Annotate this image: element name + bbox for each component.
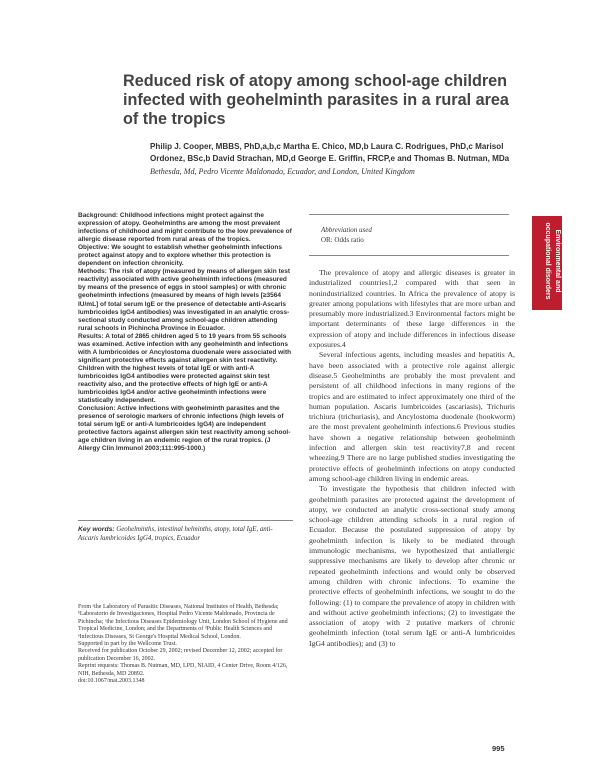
results-text: A total of 2865 children aged 5 to 19 years from 55 schools was examined. Active infection with any geohelminth and infections with A lumbricoides or Ancylostoma duodenale were associated with significant protective effects against allergen skin test reactivity. Children with the highest levels of total IgE or with anti-A lumbricoides IgG4 antibodies were protected against skin test reactivity also, and the protective effects of high IgE or anti-A lumbricoides IgG4 and/or active geohelminth infections were statistically independent. [78, 332, 292, 405]
objective-text: We sought to establish whether geohelminth infections protect against atopy and to explore whether this protection is dependent on infection chronicity. [78, 244, 282, 268]
body-text [309, 268, 515, 649]
footnote-doi: doi:10.1067/mai.2003.1348 [78, 678, 145, 685]
abbreviation-box [309, 214, 509, 256]
conclusion-label: Conclusion: [78, 405, 116, 413]
abstract-methods [78, 268, 293, 332]
keywords-label: Key words: [78, 526, 115, 533]
author-names: Philip J. Cooper, MBBS, PhD,a,b,c Martha E. Chico, MD,b Laura C. Rodrigues, PhD,c Marisol Ordonez, BSc,b David Strachan, MD,d George E. Griffin, FRCP,e and Thomas B. Nutman, MDa [150, 142, 510, 164]
footnotes [78, 604, 298, 685]
objective-label: Objective: [78, 244, 110, 252]
methods-text: The risk of atopy (measured by means of allergen skin test reactivity) associated with active geohelminth infections (measured by means of the presence of eggs in stool samples) or with chronic geohelminth infections (measured by means of high levels [≥3564 IU/mL] of total serum IgE or the presence of detectable anti-Ascaris lumbricoides IgG4 antibodies) was investigated in an analytic cross-sectional study conducted among school-age children attending rural schools in Pichincha Province in Ecuador. [78, 268, 291, 332]
body-paragraph: Several infectious agents, including measles and hepatitis A, have been associated with a protective role against allergic disease.5 Geohelminths are probably the most prevalent and persistent of all childhood infections in many regions of the tropics and are estimated to infect approximately one third of the human population. Ascaris lumbricoides (ascariasis), Trichuris trichiura (trichuriasis), and Ancylostoma duodenale (hookworm) are the most prevalent geohelminth infections.6 Previous studies have shown a negative relationship between geohelminth infection and allergen skin test reactivity7,8 and recent wheezing.9 There are no large published studies investigating the protective effects of geohelminth infections on atopy conducted among school-age children living in endemic areas. [309, 350, 515, 483]
article-title: Reduced risk of atopy among school-age children infected with geohelminth parasites in a rural area of the tropics [123, 72, 509, 128]
section-tab-label: Environmental and occupational disorders [544, 222, 561, 300]
abbreviation-row: OR: Odds ratio [321, 236, 364, 244]
keywords-text: Geohelminths, intestinal helminths, atopy, total IgE, anti-Ascaris lumbricoides IgG4, tropics, Ecuador [78, 526, 273, 542]
body-paragraph: To investigate the hypothesis that children infected with geohelminth parasites are protected against the development of atopy, we conducted an analytic cross-sectional study among school-age children attending schools in a rural region of Ecuador. Because the postulated suppression of atopy by geohelminth infection is likely to be mediated through immunologic mechanisms, we hypothesized that antiallergic suppressive mechanisms are likely to develop after chronic or repeated geohelminth infections and would only be observed among children with chronic infections. To examine the protective effects of geohelminth infections, we sought to do the following: (1) to compare the prevalence of atopy in children with and without active geohelminth infections; (2) to investigate the association of atopy with 2 putative markers of chronic geohelminth infection (total serum IgE or anti-A lumbricoides IgG4 antibodies); and (3) to [309, 484, 515, 648]
results-label: Results: [78, 332, 104, 340]
section-tab [532, 216, 562, 310]
author-list [150, 141, 520, 178]
page-number: 995 [492, 744, 505, 753]
keywords [78, 526, 293, 543]
background-label: Background: [78, 212, 119, 219]
background-text: Childhood infections might protect against the expression of atopy. Geohelminths are among the most prevalent infections of childhood and might contribute to the low prevalence of allergic disease reported from rural areas of the tropics. [78, 212, 292, 244]
footnote-support: Supported in part by the Wellcome Trust. [78, 641, 177, 648]
footnote-received: Received for publication October 29, 2002; revised December 12, 2002; accepted for publication December 16, 2002. [78, 648, 283, 662]
methods-label: Methods: [78, 268, 107, 276]
abstract-conclusion [78, 405, 293, 453]
abstract [78, 212, 293, 453]
conclusion-text: Active infections with geohelminth parasites and the presence of serologic markers of chronic infections (high levels of total serum IgE or anti-A lumbricoides IgG4) are independent protective factors against allergen skin test reactivity among school-age children living in an endemic region of the rural tropics. (J Allergy Clin Immunol 2003;111:995-1000.) [78, 405, 291, 453]
keywords-divider [78, 520, 293, 521]
abstract-background [78, 212, 293, 244]
abstract-objective [78, 244, 293, 268]
footnote-reprints: Reprint requests: Thomas B. Nutman, MD, LPD, NIAID, 4 Center Drive, Room 4/126, NIH, Bethesda, MD 20892. [78, 663, 288, 677]
abbreviation-heading: Abbreviation used [321, 226, 372, 234]
author-location: Bethesda, Md, Pedro Vicente Maldonado, Ecuador, and London, United Kingdom [150, 166, 415, 176]
body-paragraph: The prevalence of atopy and allergic diseases is greater in industrialized countries1,2 compared with that seen in nonindustrialized countries. In Africa the prevalence of atopy is greater among populations with lifestyles that are more urban and presumably more industrialized.3 Environmental factors might be important determinants of these large differences in the expression of atopy and include differences in infectious disease exposures.4 [309, 268, 515, 350]
footnote-affiliations: From ᵃthe Laboratory of Parasitic Diseases, National Institutes of Health, Bethesda; ᵇLaboratorio de Investigaciones, Hospital Pedro Vicente Maldonado, Provincia de Pichincha; ᶜthe Infectious Diseases Epidemiology Unit, London School of Hygiene and Tropical Medicine, London; and the Departments of ᵈPublic Health Sciences and ᵉInfectious Diseases, St George's Hospital Medical School, London. [78, 604, 288, 640]
abstract-results [78, 333, 293, 405]
